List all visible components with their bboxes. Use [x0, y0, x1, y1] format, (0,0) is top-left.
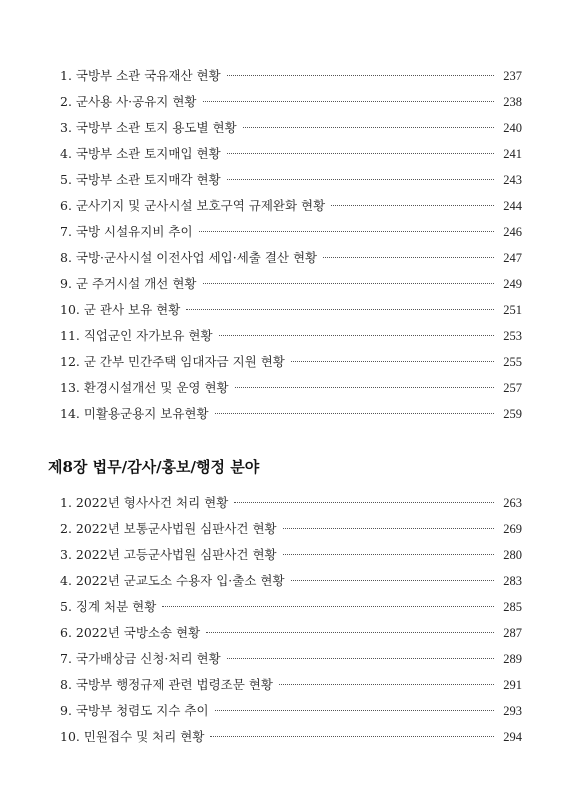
dot-leader	[291, 361, 494, 362]
dot-leader	[215, 710, 494, 711]
toc-entry[interactable]	[60, 516, 522, 542]
toc-entry-title: 13. 환경시설개선 및 운영 현황	[60, 380, 229, 395]
toc-entry-title: 4. 2022년 군교도소 수용자 입·출소 현황	[60, 573, 285, 588]
toc-entry-page: 291	[503, 678, 522, 692]
toc-entry-page: 280	[503, 548, 522, 562]
toc-entry-title: 7. 국가배상금 신청·처리 현황	[60, 651, 221, 666]
dot-leader	[227, 153, 494, 154]
toc-entry[interactable]	[60, 646, 522, 672]
dot-leader	[283, 554, 494, 555]
toc-entry-title: 4. 국방부 소관 토지매입 현황	[60, 146, 221, 161]
toc-entry[interactable]	[60, 568, 522, 594]
toc-entry-page: 251	[503, 303, 522, 317]
dot-leader	[186, 309, 494, 310]
toc-entry-title: 2. 군사용 사·공유지 현황	[60, 94, 197, 109]
toc-list-facilities	[60, 63, 522, 427]
toc-entry[interactable]	[60, 193, 522, 219]
toc-entry-title: 9. 국방부 청렴도 지수 추이	[60, 703, 209, 718]
toc-entry-page: 269	[503, 522, 522, 536]
toc-entry-title: 8. 국방부 행정규제 관련 법령조문 현황	[60, 677, 273, 692]
toc-entry[interactable]	[60, 245, 522, 271]
toc-entry-title: 10. 민원접수 및 처리 현황	[60, 729, 205, 744]
toc-entry[interactable]	[60, 401, 522, 427]
toc-entry[interactable]	[60, 620, 522, 646]
toc-entry-page: 246	[503, 225, 522, 239]
toc-entry-page: 238	[503, 95, 522, 109]
toc-entry-page: 294	[503, 730, 522, 744]
toc-entry-title: 3. 2022년 고등군사법원 심판사건 현황	[60, 547, 277, 562]
toc-entry[interactable]	[60, 89, 522, 115]
dot-leader	[323, 257, 494, 258]
toc-entry-page: 287	[503, 626, 522, 640]
toc-entry-page: 293	[503, 704, 522, 718]
toc-entry-page: 259	[503, 407, 522, 421]
toc-entry-page: 263	[503, 496, 522, 510]
toc-entry-page: 255	[503, 355, 522, 369]
toc-entry[interactable]	[60, 672, 522, 698]
toc-entry[interactable]	[60, 167, 522, 193]
dot-leader	[227, 75, 494, 76]
toc-entry-page: 283	[503, 574, 522, 588]
toc-entry-page: 253	[503, 329, 522, 343]
dot-leader	[215, 413, 494, 414]
toc-entry[interactable]	[60, 349, 522, 375]
toc-entry[interactable]	[60, 219, 522, 245]
dot-leader	[206, 632, 494, 633]
toc-entry-page: 241	[503, 147, 522, 161]
toc-entry-title: 12. 군 간부 민간주택 임대자금 지원 현황	[60, 354, 285, 369]
toc-entry-page: 247	[503, 251, 522, 265]
toc-entry-title: 5. 국방부 소관 토지매각 현황	[60, 172, 221, 187]
toc-entry-title: 3. 국방부 소관 토지 용도별 현황	[60, 120, 237, 135]
dot-leader	[283, 528, 494, 529]
toc-entry-title: 10. 군 관사 보유 현황	[60, 302, 181, 317]
toc-entry-page: 257	[503, 381, 522, 395]
toc-entry[interactable]	[60, 698, 522, 724]
dot-leader	[227, 658, 494, 659]
dot-leader	[227, 179, 494, 180]
toc-entry-page: 243	[503, 173, 522, 187]
dot-leader	[234, 502, 494, 503]
dot-leader	[219, 335, 494, 336]
toc-entry-title: 2. 2022년 보통군사법원 심판사건 현황	[60, 521, 277, 536]
toc-entry[interactable]	[60, 490, 522, 516]
toc-entry[interactable]	[60, 297, 522, 323]
toc-entry[interactable]	[60, 542, 522, 568]
toc-entry-title: 9. 군 주거시설 개선 현황	[60, 276, 197, 291]
toc-entry-page: 249	[503, 277, 522, 291]
toc-entry-page: 237	[503, 69, 522, 83]
toc-entry[interactable]	[60, 724, 522, 750]
toc-entry-title: 8. 국방·군사시설 이전사업 세입·세출 결산 현황	[60, 250, 318, 265]
toc-entry[interactable]	[60, 63, 522, 89]
dot-leader	[162, 606, 494, 607]
toc-entry-title: 14. 미활용군용지 보유현황	[60, 406, 209, 421]
toc-entry[interactable]	[60, 375, 522, 401]
toc-entry-page: 240	[503, 121, 522, 135]
dot-leader	[279, 684, 494, 685]
dot-leader	[243, 127, 494, 128]
toc-entry-title: 1. 2022년 형사사건 처리 현황	[60, 495, 229, 510]
dot-leader	[203, 101, 495, 102]
toc-entry[interactable]	[60, 271, 522, 297]
toc-list-legal-admin	[60, 490, 522, 750]
toc-entry-title: 7. 국방 시설유지비 추이	[60, 224, 193, 239]
toc-entry[interactable]	[60, 594, 522, 620]
dot-leader	[235, 387, 494, 388]
section-heading: 제8장 법무/감사/홍보/행정 분야	[48, 458, 260, 476]
toc-entry-title: 6. 2022년 국방소송 현황	[60, 625, 201, 640]
dot-leader	[210, 736, 494, 737]
toc-entry-title: 11. 직업군인 자가보유 현황	[60, 328, 213, 343]
toc-entry-title: 1. 국방부 소관 국유재산 현황	[60, 68, 221, 83]
dot-leader	[331, 205, 494, 206]
toc-entry-page: 289	[503, 652, 522, 666]
toc-entry-page: 244	[503, 199, 522, 213]
dot-leader	[203, 283, 495, 284]
toc-entry-page: 285	[503, 600, 522, 614]
toc-entry-title: 6. 군사기지 및 군사시설 보호구역 규제완화 현황	[60, 198, 326, 213]
dot-leader	[199, 231, 494, 232]
toc-entry[interactable]	[60, 323, 522, 349]
toc-entry[interactable]	[60, 141, 522, 167]
toc-entry-title: 5. 징계 처분 현황	[60, 599, 157, 614]
toc-entry[interactable]	[60, 115, 522, 141]
dot-leader	[291, 580, 494, 581]
